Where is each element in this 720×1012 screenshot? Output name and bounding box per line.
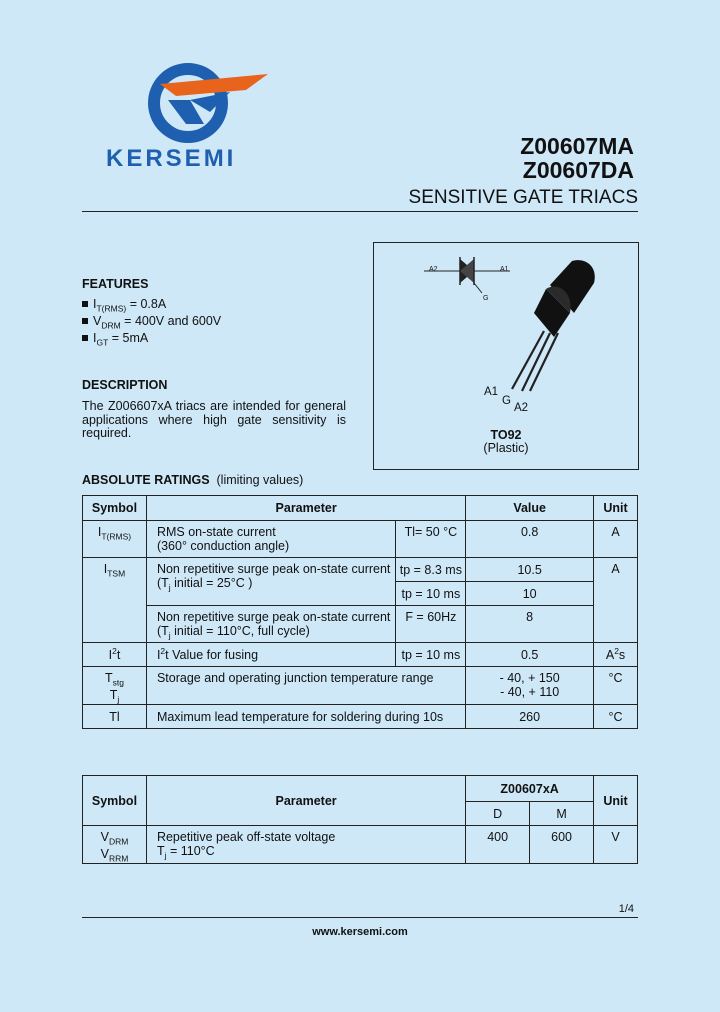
col-parameter: Parameter <box>146 776 465 826</box>
feature-item: $V_{DRM} = 400V$ and 600V <box>82 314 221 331</box>
ratings-heading: ABSOLUTE RATINGS (limiting values) <box>82 473 304 487</box>
footer-url[interactable]: www.kersemi.com <box>312 926 408 938</box>
package-box <box>373 242 639 470</box>
to92-package-drawing <box>494 251 604 399</box>
table-row: $T_{stg}$ $T_j$ Storage and operating junction temperature range - 40, + 150 - 40, + 110 °C <box>83 667 638 705</box>
table-row: $I_{T(RMS)}$ RMS on-state current (360° conduction angle) Tl= 50 °C 0.8 A <box>83 521 638 558</box>
feature-item: $I_{GT} = 5mA$ <box>82 331 148 348</box>
feature-item: $I_{T(RMS)} = 0.8A$ <box>82 297 166 314</box>
package-name: TO92 <box>490 428 522 442</box>
logo-text: KERSEMI <box>106 145 237 172</box>
package-material: (Plastic) <box>483 441 529 455</box>
col-value: Value <box>466 496 594 521</box>
col-unit: Unit <box>594 496 638 521</box>
page-subtitle: SENSITIVE GATE TRIACS <box>408 187 638 208</box>
page-number: 1/4 <box>618 903 634 915</box>
absolute-ratings-table <box>82 495 638 729</box>
col-unit: Unit <box>594 776 638 826</box>
symbol-label-a2: A2 <box>429 266 438 273</box>
col-group: Z00607xA <box>466 776 594 802</box>
table-row: $V_{DRM}$ $V_{RRM}$ Repetitive peak off-state voltage $T_j = 110^\circ C$ 400 600 V <box>83 826 638 864</box>
table-row: Non repetitive surge peak on-state current ($T_j$ initial = 110°C, full cycle) F = 60Hz 8 <box>83 606 638 643</box>
pin-label-a1: A1 <box>484 386 499 398</box>
col-m: M <box>530 802 594 826</box>
col-d: D <box>466 802 530 826</box>
table-row: $I^2t$ $I^2t$ Value for fusing tp = 10 ms 0.5 $A^2s$ <box>83 643 638 667</box>
pin-label-g: G <box>502 395 511 407</box>
pin-label-a2: A2 <box>514 402 529 414</box>
part-number-da: Z00607DA <box>522 157 634 183</box>
kersemi-logo <box>146 62 276 144</box>
symbol-label-g: G <box>483 295 489 302</box>
col-symbol: Symbol <box>83 776 147 826</box>
description-text: The Z006607xA triacs are intended for general applications where high gate sensitivity is required. <box>82 399 346 440</box>
features-heading: FEATURES <box>82 277 149 291</box>
header-rule <box>82 211 638 212</box>
table-row: $I_{TSM}$ Non repetitive surge peak on-state current ($T_j$ initial = 25°C ) tp = 8.3 ms 10.5 A <box>83 558 638 582</box>
col-parameter: Parameter <box>146 496 465 521</box>
voltage-table <box>82 775 638 864</box>
col-symbol: Symbol <box>83 496 147 521</box>
symbol-label-a1: A1 <box>500 266 509 273</box>
footer-rule <box>82 917 638 918</box>
table-row: Tl Maximum lead temperature for soldering during 10s 260 °C <box>83 705 638 729</box>
description-heading: DESCRIPTION <box>82 378 168 392</box>
part-number-ma: Z00607MA <box>520 133 634 159</box>
table-row: tp = 10 ms 10 <box>83 582 638 606</box>
